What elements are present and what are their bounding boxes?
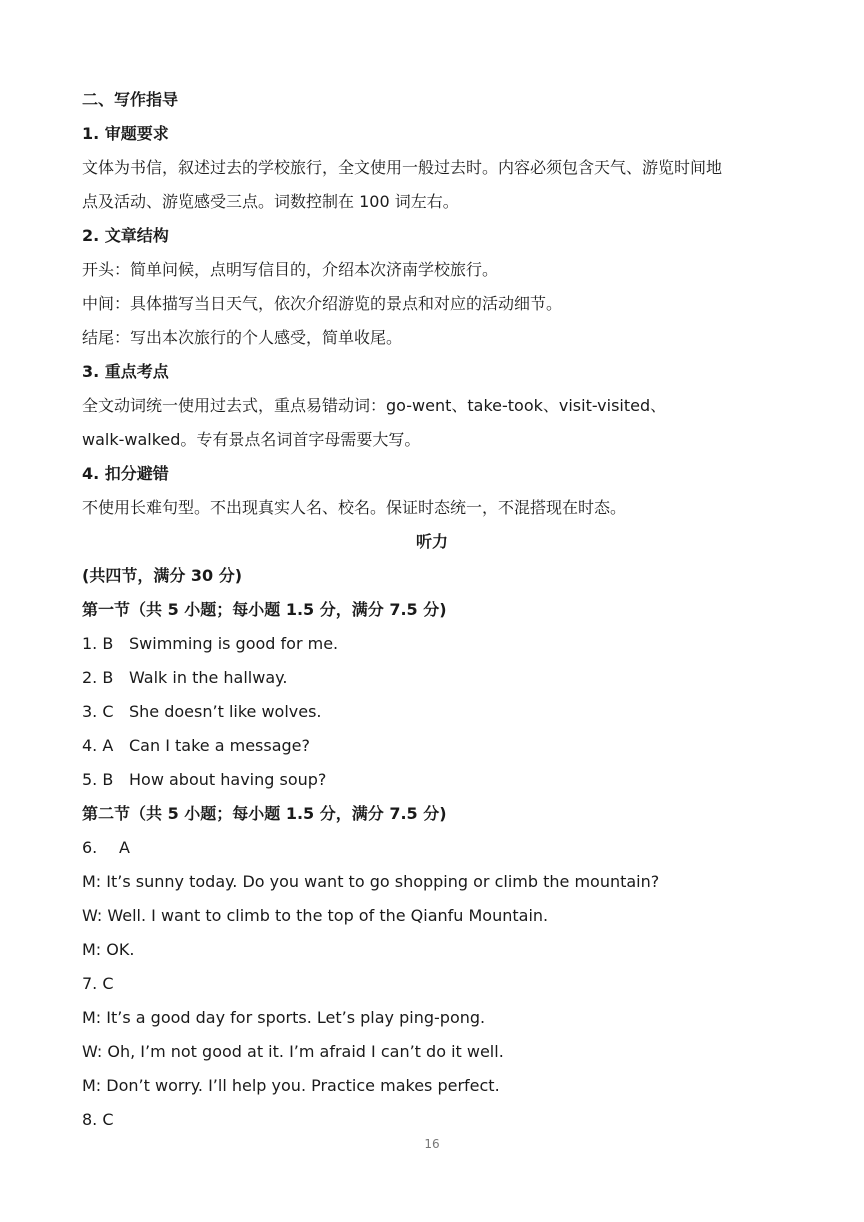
answer-number: 4. A bbox=[82, 736, 114, 755]
section-2-title: 2. 文章结构 bbox=[82, 226, 169, 245]
answer-number: 5. B bbox=[82, 770, 114, 789]
structure-middle: 中间：具体描写当日天气，依次介绍游览的景点和对应的活动细节。 bbox=[82, 294, 563, 313]
question-6-answer bbox=[82, 831, 794, 865]
answer-number: 1. B bbox=[82, 634, 114, 653]
answer-item bbox=[82, 763, 794, 797]
dialogue-line: W: Well. I want to climb to the top of the Qianfu Mountain. bbox=[82, 906, 549, 925]
question-number: 6. bbox=[82, 838, 98, 857]
listening-title: 听力 bbox=[415, 532, 448, 551]
structure-ending: 结尾：写出本次旅行的个人感受，简单收尾。 bbox=[82, 328, 403, 347]
answer-text: Swimming is good for me. bbox=[129, 634, 339, 653]
structure-opening: 开头：简单问候，点明写信目的，介绍本次济南学校旅行。 bbox=[82, 260, 499, 279]
section-3-text-line-2: walk-walked。专有景点名词首字母需要大写。 bbox=[82, 430, 421, 449]
answer-text: How about having soup? bbox=[129, 770, 327, 789]
section-3-text-line-1: 全文动词统一使用过去式，重点易错动词：go-went、take-took、visit-visited、 bbox=[82, 396, 667, 415]
dialogue-line: W: Oh, I’m not good at it. I’m afraid I can’t do it well. bbox=[82, 1042, 504, 1061]
dialogue-line: M: It’s sunny today. Do you want to go shopping or climb the mountain? bbox=[82, 872, 660, 891]
answer-text: She doesn’t like wolves. bbox=[129, 702, 322, 721]
listening-section-2-title: 第二节（共 5 小题；每小题 1.5 分，满分 7.5 分) bbox=[82, 804, 447, 823]
answer-text: Walk in the hallway. bbox=[129, 668, 288, 687]
answer-text: Can I take a message? bbox=[129, 736, 310, 755]
answer-item bbox=[82, 661, 794, 695]
dialogue-line: M: OK. bbox=[82, 940, 135, 959]
question-7-answer: 7. C bbox=[82, 974, 114, 993]
listening-total: (共四节，满分 30 分) bbox=[82, 566, 243, 585]
answer-number: 2. B bbox=[82, 668, 114, 687]
answer-item bbox=[82, 729, 794, 763]
listening-section-1-title: 第一节（共 5 小题；每小题 1.5 分，满分 7.5 分) bbox=[82, 600, 447, 619]
answer-item bbox=[82, 695, 794, 729]
section-3-title: 3. 重点考点 bbox=[82, 362, 169, 381]
section-1-text-line-2: 点及活动、游览感受三点。词数控制在 100 词左右。 bbox=[82, 192, 459, 211]
section-4-title: 4. 扣分避错 bbox=[82, 464, 169, 483]
question-answer: A bbox=[119, 838, 130, 857]
answer-number: 3. C bbox=[82, 702, 114, 721]
writing-guide-heading: 二、写作指导 bbox=[82, 90, 179, 109]
dialogue-line: M: It’s a good day for sports. Let’s play ping-pong. bbox=[82, 1008, 486, 1027]
dialogue-line: M: Don’t worry. I’ll help you. Practice makes perfect. bbox=[82, 1076, 500, 1095]
question-8-answer: 8. C bbox=[82, 1110, 114, 1129]
section-1-title: 1. 审题要求 bbox=[82, 124, 169, 143]
section-1-text-line-1: 文体为书信，叙述过去的学校旅行，全文使用一般过去时。内容必须包含天气、游览时间地 bbox=[82, 158, 723, 177]
page-number: 16 bbox=[424, 1137, 440, 1151]
section-4-text: 不使用长难句型。不出现真实人名、校名。保证时态统一，不混搭现在时态。 bbox=[82, 498, 627, 517]
answer-item bbox=[82, 627, 794, 661]
